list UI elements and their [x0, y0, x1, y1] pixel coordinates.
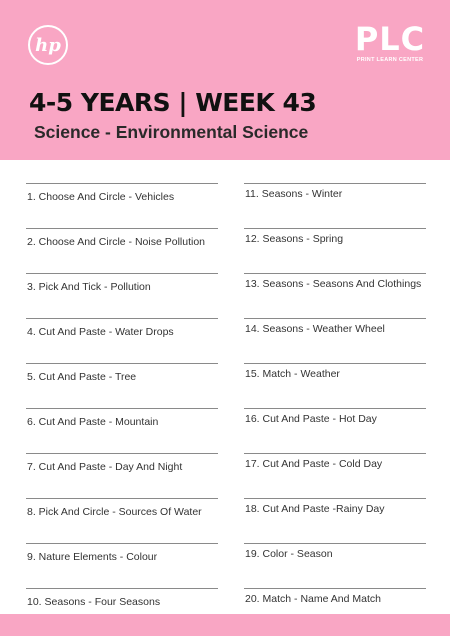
worksheet-item-label: 17. Cut And Paste - Cold Day	[245, 458, 383, 470]
worksheet-item-label: 9. Nature Elements - Colour	[27, 551, 158, 563]
header-banner	[0, 0, 450, 160]
footer-bar	[0, 614, 450, 636]
worksheet-item	[244, 183, 426, 228]
worksheet-item-label: 4. Cut And Paste - Water Drops	[27, 326, 174, 338]
worksheet-item-label: 7. Cut And Paste - Day And Night	[27, 461, 183, 473]
worksheet-item	[244, 273, 426, 318]
worksheet-item-label: 5. Cut And Paste - Tree	[27, 371, 137, 383]
plc-tagline: PRINT LEARN CENTER	[356, 57, 424, 63]
worksheet-item-label: 12. Seasons - Spring	[245, 233, 344, 245]
worksheet-item-label: 6. Cut And Paste - Mountain	[27, 416, 159, 428]
worksheet-item	[26, 363, 218, 408]
worksheet-item-label: 1. Choose And Circle - Vehicles	[27, 191, 175, 203]
worksheet-item-label: 16. Cut And Paste - Hot Day	[245, 413, 377, 425]
worksheet-item-label: 19. Color - Season	[245, 548, 333, 560]
worksheet-list-right	[244, 183, 426, 633]
worksheet-item-label: 15. Match - Weather	[245, 368, 340, 380]
page-title: 4-5 YEARS | WEEK 43	[29, 88, 317, 117]
worksheet-item	[26, 498, 218, 543]
plc-logo-text: PLC	[354, 20, 426, 58]
plc-logo	[352, 22, 428, 63]
page-subtitle: Science - Environmental Science	[34, 122, 309, 142]
worksheet-item	[26, 228, 218, 273]
hp-logo	[28, 25, 68, 65]
worksheet-item-label: 10. Seasons - Four Seasons	[27, 596, 161, 608]
worksheet-item	[26, 318, 218, 363]
worksheet-item-label: 18. Cut And Paste -Rainy Day	[245, 503, 385, 515]
worksheet-item	[244, 363, 426, 408]
worksheet-item-label: 8. Pick And Circle - Sources Of Water	[27, 506, 202, 518]
worksheet-item-label: 20. Match - Name And Match	[245, 593, 381, 605]
worksheet-item-label: 3. Pick And Tick - Pollution	[27, 281, 151, 293]
worksheet-item	[26, 453, 218, 498]
worksheet-item	[244, 228, 426, 273]
worksheet-list-left	[26, 183, 218, 633]
worksheet-item-label: 2. Choose And Circle - Noise Pollution	[27, 236, 206, 248]
worksheet-item	[244, 453, 426, 498]
worksheet-item	[244, 498, 426, 543]
worksheet-item	[26, 408, 218, 453]
worksheet-item	[26, 183, 218, 228]
hp-logo-text: hp	[35, 34, 61, 56]
worksheet-item	[26, 543, 218, 588]
worksheet-item-label: 11. Seasons - Winter	[245, 188, 343, 200]
worksheet-item	[26, 273, 218, 318]
worksheet-item	[244, 318, 426, 363]
worksheet-item-label: 13. Seasons - Seasons And Clothings	[245, 278, 422, 290]
worksheet-item	[244, 408, 426, 453]
worksheet-item	[244, 543, 426, 588]
worksheet-item-label: 14. Seasons - Weather Wheel	[245, 323, 385, 335]
